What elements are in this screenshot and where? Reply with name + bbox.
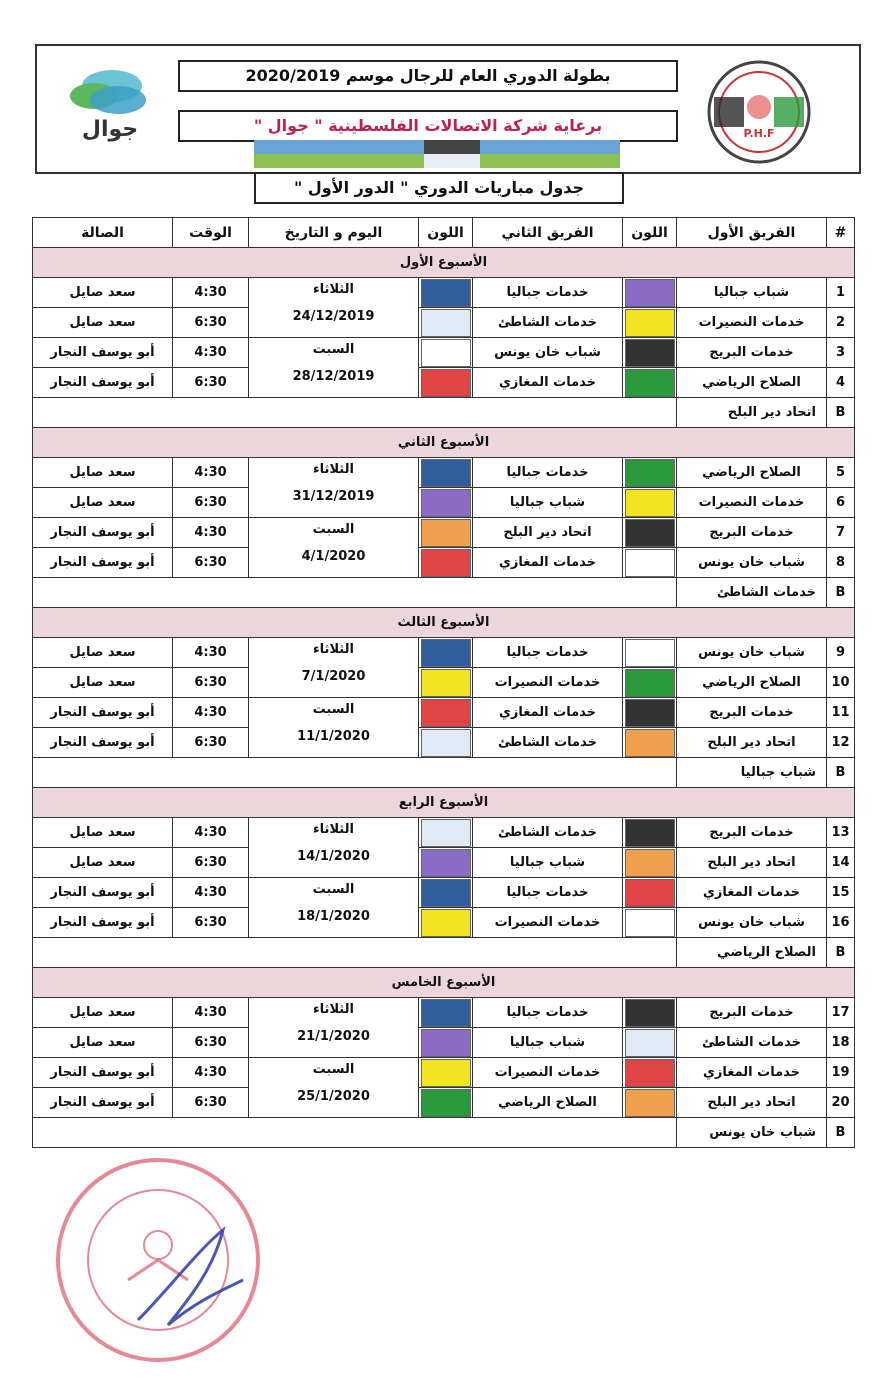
- week-title: الأسبوع الرابع: [33, 788, 855, 818]
- team1-name: الصلاح الرياضي: [677, 668, 827, 698]
- color-cell: [623, 488, 677, 518]
- week-title: الأسبوع الثالث: [33, 608, 855, 638]
- color-swatch: [421, 339, 471, 367]
- match-hall: سعد صايل: [33, 308, 173, 338]
- match-number: 14: [827, 848, 855, 878]
- color-swatch: [625, 669, 675, 697]
- color-swatch: [625, 309, 675, 337]
- jawwal-logo: [60, 62, 160, 152]
- match-number: 9: [827, 638, 855, 668]
- match-row: [33, 548, 855, 578]
- match-number: 18: [827, 1028, 855, 1058]
- match-row: [33, 638, 855, 668]
- team2-name: خدمات جباليا: [473, 998, 623, 1028]
- team2-name: الصلاح الرياضي: [473, 1088, 623, 1118]
- match-time: 4:30: [173, 458, 249, 488]
- match-time: 6:30: [173, 488, 249, 518]
- team2-name: خدمات جباليا: [473, 458, 623, 488]
- color-swatch: [625, 699, 675, 727]
- match-day: الثلاثاء: [313, 821, 354, 837]
- team2-name: خدمات جباليا: [473, 878, 623, 908]
- color-cell: [419, 278, 473, 308]
- bye-team: الصلاح الرياضي: [677, 938, 827, 968]
- color-swatch: [421, 909, 471, 937]
- match-date-cell: [249, 458, 419, 518]
- match-date: 7/1/2020: [301, 668, 366, 684]
- color-swatch: [421, 519, 471, 547]
- match-number: 13: [827, 818, 855, 848]
- color-cell: [419, 1028, 473, 1058]
- color-cell: [419, 1058, 473, 1088]
- bye-row: [33, 398, 855, 428]
- match-row: [33, 728, 855, 758]
- match-hall: سعد صايل: [33, 488, 173, 518]
- color-cell: [419, 488, 473, 518]
- match-time: 4:30: [173, 818, 249, 848]
- match-row: [33, 458, 855, 488]
- team1-name: خدمات البريج: [677, 698, 827, 728]
- color-cell: [419, 908, 473, 938]
- team2-name: خدمات جباليا: [473, 638, 623, 668]
- match-date: 4/1/2020: [301, 548, 366, 564]
- color-swatch: [421, 279, 471, 307]
- bye-empty: [33, 578, 677, 608]
- match-row: [33, 908, 855, 938]
- match-row: [33, 1058, 855, 1088]
- match-day: الثلاثاء: [313, 281, 354, 297]
- color-cell: [623, 998, 677, 1028]
- team1-name: خدمات النصيرات: [677, 488, 827, 518]
- match-hall: أبو يوسف النجار: [33, 1088, 173, 1118]
- bye-label: B: [827, 578, 855, 608]
- match-date-cell: [249, 638, 419, 698]
- color-cell: [623, 548, 677, 578]
- color-swatch: [421, 999, 471, 1027]
- match-hall: سعد صايل: [33, 1028, 173, 1058]
- match-hall: أبو يوسف النجار: [33, 878, 173, 908]
- color-cell: [623, 518, 677, 548]
- match-hall: أبو يوسف النجار: [33, 728, 173, 758]
- bye-row: [33, 758, 855, 788]
- color-swatch: [625, 1029, 675, 1057]
- color-cell: [419, 458, 473, 488]
- team2-name: خدمات الشاطئ: [473, 308, 623, 338]
- color-swatch: [421, 729, 471, 757]
- match-time: 4:30: [173, 878, 249, 908]
- color-swatch: [625, 849, 675, 877]
- match-date: 14/1/2020: [297, 848, 370, 864]
- match-date: 31/12/2019: [292, 488, 375, 504]
- match-date: 25/1/2020: [297, 1088, 370, 1104]
- stripe-dark: [424, 140, 480, 154]
- color-cell: [623, 1028, 677, 1058]
- color-cell: [623, 668, 677, 698]
- team1-name: شباب جباليا: [677, 278, 827, 308]
- schedule-subtitle: جدول مباريات الدوري " الدور الأول ": [254, 172, 624, 204]
- color-cell: [623, 728, 677, 758]
- bye-empty: [33, 1118, 677, 1148]
- match-time: 4:30: [173, 278, 249, 308]
- match-number: 12: [827, 728, 855, 758]
- bye-empty: [33, 938, 677, 968]
- color-cell: [419, 308, 473, 338]
- match-time: 6:30: [173, 908, 249, 938]
- color-cell: [419, 638, 473, 668]
- color-swatch: [421, 459, 471, 487]
- sponsor-title: برعاية شركة الاتصالات الفلسطينية " جوال ": [178, 110, 678, 142]
- match-row: [33, 1028, 855, 1058]
- color-swatch: [625, 1059, 675, 1087]
- match-row: [33, 368, 855, 398]
- team2-name: خدمات المغازي: [473, 698, 623, 728]
- team2-name: شباب خان يونس: [473, 338, 623, 368]
- match-time: 4:30: [173, 698, 249, 728]
- team2-name: خدمات النصيرات: [473, 668, 623, 698]
- match-hall: سعد صايل: [33, 458, 173, 488]
- match-number: 2: [827, 308, 855, 338]
- column-header-num: #: [827, 218, 855, 248]
- color-swatch: [625, 339, 675, 367]
- color-cell: [419, 728, 473, 758]
- match-date-cell: [249, 518, 419, 578]
- match-hall: سعد صايل: [33, 848, 173, 878]
- team2-name: خدمات النصيرات: [473, 1058, 623, 1088]
- team1-name: اتحاد دير البلح: [677, 728, 827, 758]
- match-number: 20: [827, 1088, 855, 1118]
- match-date-cell: [249, 698, 419, 758]
- match-day: السبت: [312, 701, 355, 717]
- team1-name: شباب خان يونس: [677, 638, 827, 668]
- match-row: [33, 308, 855, 338]
- match-row: [33, 338, 855, 368]
- team1-name: شباب خان يونس: [677, 548, 827, 578]
- match-time: 6:30: [173, 1028, 249, 1058]
- team1-name: خدمات البريج: [677, 818, 827, 848]
- team2-name: اتحاد دير البلح: [473, 518, 623, 548]
- team2-name: شباب جباليا: [473, 1028, 623, 1058]
- match-hall: أبو يوسف النجار: [33, 518, 173, 548]
- color-swatch: [625, 369, 675, 397]
- color-cell: [419, 998, 473, 1028]
- color-cell: [623, 1088, 677, 1118]
- match-number: 7: [827, 518, 855, 548]
- team1-name: خدمات المغازي: [677, 878, 827, 908]
- team2-name: خدمات المغازي: [473, 548, 623, 578]
- match-time: 4:30: [173, 998, 249, 1028]
- color-swatch: [421, 369, 471, 397]
- match-hall: سعد صايل: [33, 638, 173, 668]
- match-date-cell: [249, 1058, 419, 1118]
- color-swatch: [625, 1089, 675, 1117]
- color-swatch: [625, 999, 675, 1027]
- week-title: الأسبوع الخامس: [33, 968, 855, 998]
- match-number: 19: [827, 1058, 855, 1088]
- match-hall: أبو يوسف النجار: [33, 338, 173, 368]
- team2-name: شباب جباليا: [473, 848, 623, 878]
- column-header-hall: الصالة: [33, 218, 173, 248]
- match-date: 21/1/2020: [297, 1028, 370, 1044]
- schedule-table: [32, 217, 855, 1148]
- stamp-icon: [48, 1150, 268, 1370]
- match-hall: أبو يوسف النجار: [33, 548, 173, 578]
- team1-name: خدمات النصيرات: [677, 308, 827, 338]
- match-row: [33, 668, 855, 698]
- match-date-cell: [249, 998, 419, 1058]
- jawwal-logo-text: جوال: [81, 117, 139, 142]
- color-swatch: [421, 309, 471, 337]
- match-date-cell: [249, 278, 419, 338]
- color-swatch: [421, 699, 471, 727]
- color-cell: [419, 368, 473, 398]
- color-swatch: [421, 669, 471, 697]
- bye-row: [33, 578, 855, 608]
- week-title: الأسبوع الأول: [33, 248, 855, 278]
- bye-row: [33, 1118, 855, 1148]
- match-number: 16: [827, 908, 855, 938]
- bye-team: شباب جباليا: [677, 758, 827, 788]
- bye-row: [33, 938, 855, 968]
- team1-name: خدمات الشاطئ: [677, 1028, 827, 1058]
- week-header-row: [33, 428, 855, 458]
- match-number: 5: [827, 458, 855, 488]
- match-row: [33, 848, 855, 878]
- color-swatch: [625, 519, 675, 547]
- federation-logo: [684, 57, 834, 167]
- color-swatch: [625, 879, 675, 907]
- team1-name: خدمات البريج: [677, 998, 827, 1028]
- federation-stamp: [48, 1150, 268, 1370]
- match-row: [33, 278, 855, 308]
- match-number: 3: [827, 338, 855, 368]
- match-day: الثلاثاء: [313, 461, 354, 477]
- color-cell: [623, 458, 677, 488]
- color-cell: [623, 908, 677, 938]
- team2-name: خدمات الشاطئ: [473, 728, 623, 758]
- match-time: 6:30: [173, 308, 249, 338]
- color-swatch: [625, 909, 675, 937]
- bye-team: شباب خان يونس: [677, 1118, 827, 1148]
- bye-label: B: [827, 938, 855, 968]
- match-row: [33, 998, 855, 1028]
- federation-logo-icon: [684, 57, 834, 167]
- color-swatch: [421, 1089, 471, 1117]
- color-cell: [623, 878, 677, 908]
- match-day: السبت: [312, 881, 355, 897]
- color-swatch: [421, 489, 471, 517]
- color-cell: [419, 698, 473, 728]
- team1-name: خدمات المغازي: [677, 1058, 827, 1088]
- color-cell: [623, 338, 677, 368]
- week-title: الأسبوع الثاني: [33, 428, 855, 458]
- match-day: الثلاثاء: [313, 641, 354, 657]
- match-day: السبت: [312, 1061, 355, 1077]
- color-swatch: [421, 1059, 471, 1087]
- match-row: [33, 518, 855, 548]
- bye-label: B: [827, 758, 855, 788]
- match-time: 4:30: [173, 638, 249, 668]
- color-swatch: [421, 1029, 471, 1057]
- match-hall: أبو يوسف النجار: [33, 1058, 173, 1088]
- match-number: 17: [827, 998, 855, 1028]
- color-swatch: [625, 729, 675, 757]
- match-date: 18/1/2020: [297, 908, 370, 924]
- color-cell: [419, 878, 473, 908]
- color-swatch: [625, 459, 675, 487]
- color-cell: [623, 818, 677, 848]
- week-header-row: [33, 788, 855, 818]
- match-hall: أبو يوسف النجار: [33, 368, 173, 398]
- match-day: السبت: [312, 341, 355, 357]
- match-number: 15: [827, 878, 855, 908]
- color-swatch: [421, 549, 471, 577]
- color-cell: [419, 518, 473, 548]
- match-time: 6:30: [173, 1088, 249, 1118]
- match-number: 11: [827, 698, 855, 728]
- bye-empty: [33, 758, 677, 788]
- color-cell: [623, 698, 677, 728]
- match-number: 4: [827, 368, 855, 398]
- color-swatch: [625, 489, 675, 517]
- match-time: 6:30: [173, 848, 249, 878]
- color-cell: [623, 848, 677, 878]
- team1-name: خدمات البريج: [677, 518, 827, 548]
- match-number: 1: [827, 278, 855, 308]
- match-time: 6:30: [173, 728, 249, 758]
- bye-label: B: [827, 398, 855, 428]
- match-hall: أبو يوسف النجار: [33, 908, 173, 938]
- column-header-time: الوقت: [173, 218, 249, 248]
- match-hall: سعد صايل: [33, 278, 173, 308]
- match-day: السبت: [312, 521, 355, 537]
- match-hall: سعد صايل: [33, 998, 173, 1028]
- team1-name: اتحاد دير البلح: [677, 1088, 827, 1118]
- color-cell: [623, 308, 677, 338]
- color-cell: [419, 848, 473, 878]
- color-cell: [419, 548, 473, 578]
- match-hall: سعد صايل: [33, 668, 173, 698]
- color-cell: [419, 1088, 473, 1118]
- color-cell: [623, 638, 677, 668]
- match-date-cell: [249, 878, 419, 938]
- match-time: 4:30: [173, 338, 249, 368]
- bye-team: اتحاد دير البلح: [677, 398, 827, 428]
- match-time: 4:30: [173, 518, 249, 548]
- column-header-team2: الفريق الثاني: [473, 218, 623, 248]
- team2-name: خدمات المغازي: [473, 368, 623, 398]
- match-row: [33, 818, 855, 848]
- team2-name: خدمات جباليا: [473, 278, 623, 308]
- color-cell: [623, 1058, 677, 1088]
- team1-name: خدمات البريج: [677, 338, 827, 368]
- match-date: 11/1/2020: [297, 728, 370, 744]
- jawwal-logo-icon: [60, 62, 160, 152]
- match-date: 24/12/2019: [292, 308, 375, 324]
- team1-name: شباب خان يونس: [677, 908, 827, 938]
- stripe-white: [424, 154, 480, 168]
- color-swatch: [421, 879, 471, 907]
- match-time: 6:30: [173, 368, 249, 398]
- match-date: 28/12/2019: [292, 368, 375, 384]
- color-swatch: [625, 639, 675, 667]
- week-header-row: [33, 968, 855, 998]
- bye-team: خدمات الشاطئ: [677, 578, 827, 608]
- team2-name: شباب جباليا: [473, 488, 623, 518]
- schedule-body: [33, 218, 855, 1148]
- column-header-color1: اللون: [623, 218, 677, 248]
- team2-name: خدمات النصيرات: [473, 908, 623, 938]
- column-header-row: [33, 218, 855, 248]
- match-number: 10: [827, 668, 855, 698]
- match-hall: سعد صايل: [33, 818, 173, 848]
- match-row: [33, 698, 855, 728]
- color-cell: [419, 338, 473, 368]
- color-cell: [623, 368, 677, 398]
- color-swatch: [625, 279, 675, 307]
- week-header-row: [33, 608, 855, 638]
- match-time: 4:30: [173, 1058, 249, 1088]
- team1-name: الصلاح الرياضي: [677, 458, 827, 488]
- federation-logo-text: P.H.F: [743, 127, 775, 140]
- match-date-cell: [249, 818, 419, 878]
- color-swatch: [421, 639, 471, 667]
- color-cell: [623, 278, 677, 308]
- column-header-date: اليوم و التاريخ: [249, 218, 419, 248]
- color-cell: [419, 668, 473, 698]
- league-title: بطولة الدوري العام للرجال موسم 2020/2019: [178, 60, 678, 92]
- match-time: 6:30: [173, 668, 249, 698]
- match-number: 8: [827, 548, 855, 578]
- week-header-row: [33, 248, 855, 278]
- color-swatch: [421, 849, 471, 877]
- color-cell: [419, 818, 473, 848]
- match-row: [33, 1088, 855, 1118]
- bye-empty: [33, 398, 677, 428]
- match-row: [33, 488, 855, 518]
- match-day: الثلاثاء: [313, 1001, 354, 1017]
- match-number: 6: [827, 488, 855, 518]
- color-swatch: [625, 549, 675, 577]
- team1-name: اتحاد دير البلح: [677, 848, 827, 878]
- column-header-color2: اللون: [419, 218, 473, 248]
- color-swatch: [625, 819, 675, 847]
- team1-name: الصلاح الرياضي: [677, 368, 827, 398]
- bye-label: B: [827, 1118, 855, 1148]
- team2-name: خدمات الشاطئ: [473, 818, 623, 848]
- column-header-team1: الفريق الأول: [677, 218, 827, 248]
- color-swatch: [421, 819, 471, 847]
- match-hall: أبو يوسف النجار: [33, 698, 173, 728]
- match-date-cell: [249, 338, 419, 398]
- match-row: [33, 878, 855, 908]
- match-time: 6:30: [173, 548, 249, 578]
